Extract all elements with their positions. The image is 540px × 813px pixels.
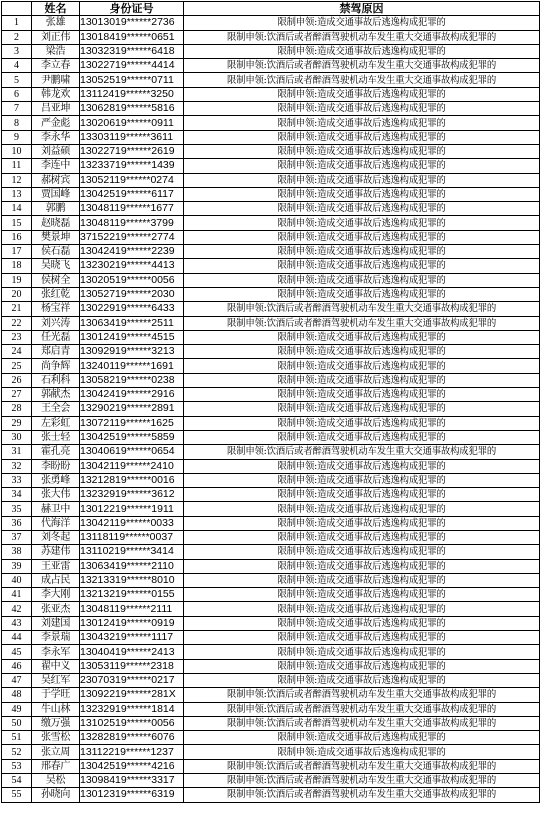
row-ban-reason: 限制申领:造成交通事故后逃逸构成犯罪的	[184, 573, 540, 587]
row-index: 13	[2, 187, 32, 201]
row-ban-reason: 限制申领:造成交通事故后逃逸构成犯罪的	[184, 530, 540, 544]
row-index: 22	[2, 316, 32, 330]
row-index: 9	[2, 130, 32, 144]
row-id-number: 13110219******3414	[80, 545, 184, 559]
row-ban-reason: 限制申领:造成交通事故后逃逸构成犯罪的	[184, 402, 540, 416]
row-ban-reason: 限制申领:造成交通事故后逃逸构成犯罪的	[184, 345, 540, 359]
row-id-number: 13040619******0654	[80, 445, 184, 459]
table-row	[2, 330, 540, 344]
row-index: 42	[2, 602, 32, 616]
table-row	[2, 73, 540, 87]
table-row	[2, 616, 540, 630]
row-name: 吴晓飞	[32, 259, 80, 273]
row-ban-reason: 限制申领:造成交通事故后逃逸构成犯罪的	[184, 230, 540, 244]
row-index: 48	[2, 688, 32, 702]
row-name: 李连中	[32, 159, 80, 173]
row-id-number: 13092919******3213	[80, 345, 184, 359]
row-id-number: 13098419******3317	[80, 774, 184, 788]
row-ban-reason: 限制申领:饮酒后或者醉酒驾驶机动车发生重大交通事故构成犯罪的	[184, 73, 540, 87]
table-row	[2, 445, 540, 459]
row-index: 50	[2, 716, 32, 730]
row-name: 张亚杰	[32, 602, 80, 616]
row-index: 31	[2, 445, 32, 459]
row-ban-reason: 限制申领:饮酒后或者醉酒驾驶机动车发生重大交通事故构成犯罪的	[184, 316, 540, 330]
row-ban-reason: 限制申领:造成交通事故后逃逸构成犯罪的	[184, 130, 540, 144]
row-ban-reason: 限制申领:造成交通事故后逃逸构成犯罪的	[184, 488, 540, 502]
row-name: 成占民	[32, 573, 80, 587]
table-row	[2, 144, 540, 158]
row-index: 40	[2, 573, 32, 587]
row-index: 27	[2, 388, 32, 402]
row-id-number: 13233719******1439	[80, 159, 184, 173]
row-index: 8	[2, 116, 32, 130]
row-id-number: 13020619******0911	[80, 116, 184, 130]
table-row	[2, 716, 540, 730]
row-id-number: 37152219******2774	[80, 230, 184, 244]
row-ban-reason: 限制申领:造成交通事故后逃逸构成犯罪的	[184, 173, 540, 187]
row-ban-reason: 限制申领:造成交通事故后逃逸构成犯罪的	[184, 187, 540, 201]
row-index: 32	[2, 459, 32, 473]
row-ban-reason: 限制申领:造成交通事故后逃逸构成犯罪的	[184, 473, 540, 487]
row-ban-reason: 限制申领:造成交通事故后逃逸构成犯罪的	[184, 731, 540, 745]
row-index: 39	[2, 559, 32, 573]
row-index: 23	[2, 330, 32, 344]
row-index: 5	[2, 73, 32, 87]
row-name: 缴万强	[32, 716, 80, 730]
row-id-number: 13013019******2736	[80, 16, 184, 30]
row-name: 尹鹏啸	[32, 73, 80, 87]
row-name: 梁浩	[32, 44, 80, 58]
row-index: 2	[2, 30, 32, 44]
row-ban-reason: 限制申领:造成交通事故后逃逸构成犯罪的	[184, 645, 540, 659]
row-name: 张雪松	[32, 731, 80, 745]
row-ban-reason: 限制申领:饮酒后或者醉酒驾驶机动车发生重大交通事故构成犯罪的	[184, 445, 540, 459]
row-id-number: 13022719******2619	[80, 144, 184, 158]
row-index: 12	[2, 173, 32, 187]
table-row	[2, 631, 540, 645]
table-row	[2, 259, 540, 273]
table-row	[2, 702, 540, 716]
table-row	[2, 473, 540, 487]
row-index: 24	[2, 345, 32, 359]
row-ban-reason: 限制申领:造成交通事故后逃逸构成犯罪的	[184, 459, 540, 473]
row-ban-reason: 限制申领:造成交通事故后逃逸构成犯罪的	[184, 388, 540, 402]
driving-ban-table	[1, 1, 540, 803]
table-row	[2, 588, 540, 602]
row-name: 张立周	[32, 745, 80, 759]
row-id-number: 13012219******1911	[80, 502, 184, 516]
row-id-number: 13282819******6076	[80, 731, 184, 745]
row-name: 苏建伟	[32, 545, 80, 559]
row-name: 代海洋	[32, 516, 80, 530]
header-name: 姓名	[32, 2, 80, 16]
row-name: 吴松	[32, 774, 80, 788]
table-row	[2, 388, 540, 402]
row-ban-reason: 限制申领:造成交通事故后逃逸构成犯罪的	[184, 144, 540, 158]
table-row	[2, 402, 540, 416]
row-index: 38	[2, 545, 32, 559]
table-row	[2, 159, 540, 173]
row-name: 于学旺	[32, 688, 80, 702]
row-ban-reason: 限制申领:造成交通事故后逃逸构成犯罪的	[184, 287, 540, 301]
row-ban-reason: 限制申领:饮酒后或者醉酒驾驶机动车发生重大交通事故构成犯罪的	[184, 688, 540, 702]
row-index: 35	[2, 502, 32, 516]
row-index: 4	[2, 59, 32, 73]
row-ban-reason: 限制申领:造成交通事故后逃逸构成犯罪的	[184, 44, 540, 58]
row-index: 16	[2, 230, 32, 244]
row-name: 李永华	[32, 130, 80, 144]
row-index: 11	[2, 159, 32, 173]
table-row	[2, 502, 540, 516]
row-index: 55	[2, 788, 32, 802]
row-name: 赵晓磊	[32, 216, 80, 230]
row-name: 张勇峰	[32, 473, 80, 487]
table-row	[2, 87, 540, 101]
row-id-number: 13112419******3250	[80, 87, 184, 101]
row-name: 张雄	[32, 16, 80, 30]
header-ban-reason: 禁驾原因	[184, 2, 540, 16]
row-name: 韩龙欢	[32, 87, 80, 101]
row-id-number: 13042419******2916	[80, 388, 184, 402]
row-id-number: 13020519******0056	[80, 273, 184, 287]
table-row	[2, 516, 540, 530]
row-index: 15	[2, 216, 32, 230]
row-id-number: 13042519******6117	[80, 187, 184, 201]
row-index: 7	[2, 102, 32, 116]
table-row	[2, 774, 540, 788]
table-row	[2, 302, 540, 316]
row-index: 34	[2, 488, 32, 502]
row-ban-reason: 限制申领:造成交通事故后逃逸构成犯罪的	[184, 159, 540, 173]
row-name: 翟中义	[32, 659, 80, 673]
row-id-number: 13042519******5859	[80, 430, 184, 444]
row-id-number: 13230219******4413	[80, 259, 184, 273]
row-id-number: 23070319******0217	[80, 673, 184, 687]
row-ban-reason: 限制申领:造成交通事故后逃逸构成犯罪的	[184, 102, 540, 116]
row-ban-reason: 限制申领:造成交通事故后逃逸构成犯罪的	[184, 516, 540, 530]
row-index: 44	[2, 631, 32, 645]
row-id-number: 13062819******5816	[80, 102, 184, 116]
row-id-number: 13213319******8010	[80, 573, 184, 587]
row-ban-reason: 限制申领:造成交通事故后逃逸构成犯罪的	[184, 330, 540, 344]
row-name: 左彩虹	[32, 416, 80, 430]
row-ban-reason: 限制申领:造成交通事故后逃逸构成犯罪的	[184, 216, 540, 230]
row-ban-reason: 限制申领:造成交通事故后逃逸构成犯罪的	[184, 16, 540, 30]
row-index: 28	[2, 402, 32, 416]
row-ban-reason: 限制申领:造成交通事故后逃逸构成犯罪的	[184, 616, 540, 630]
row-index: 21	[2, 302, 32, 316]
row-name: 石利科	[32, 373, 80, 387]
row-name: 张士轻	[32, 430, 80, 444]
row-ban-reason: 限制申领:饮酒后或者醉酒驾驶机动车发生重大交通事故构成犯罪的	[184, 716, 540, 730]
row-index: 29	[2, 416, 32, 430]
row-id-number: 13042119******0033	[80, 516, 184, 530]
row-name: 郝树宾	[32, 173, 80, 187]
row-id-number: 13042419******2239	[80, 245, 184, 259]
row-ban-reason: 限制申领:造成交通事故后逃逸构成犯罪的	[184, 416, 540, 430]
row-id-number: 13022919******6433	[80, 302, 184, 316]
table-row	[2, 287, 540, 301]
table-row	[2, 245, 540, 259]
table-row	[2, 102, 540, 116]
row-index: 25	[2, 359, 32, 373]
row-id-number: 13290219******2891	[80, 402, 184, 416]
table-row	[2, 545, 540, 559]
row-name: 李盼盼	[32, 459, 80, 473]
table-row	[2, 202, 540, 216]
table-row	[2, 559, 540, 573]
row-id-number: 13048119******1677	[80, 202, 184, 216]
row-id-number: 13052719******2030	[80, 287, 184, 301]
row-id-number: 13043219******1117	[80, 631, 184, 645]
table-row	[2, 130, 540, 144]
row-name: 李立春	[32, 59, 80, 73]
row-name: 侯石磊	[32, 245, 80, 259]
row-name: 尚争辉	[32, 359, 80, 373]
row-index: 3	[2, 44, 32, 58]
row-index: 17	[2, 245, 32, 259]
table-row	[2, 359, 540, 373]
row-index: 49	[2, 702, 32, 716]
row-index: 26	[2, 373, 32, 387]
row-id-number: 13092219******281X	[80, 688, 184, 702]
row-ban-reason: 限制申领:造成交通事故后逃逸构成犯罪的	[184, 116, 540, 130]
table-row	[2, 488, 540, 502]
table-row	[2, 659, 540, 673]
row-name: 吕亚坤	[32, 102, 80, 116]
row-id-number: 13012419******0919	[80, 616, 184, 630]
row-name: 贾国峰	[32, 187, 80, 201]
table-row	[2, 116, 540, 130]
table-row	[2, 673, 540, 687]
row-ban-reason: 限制申领:造成交通事故后逃逸构成犯罪的	[184, 673, 540, 687]
row-id-number: 13102519******0056	[80, 716, 184, 730]
row-ban-reason: 限制申领:饮酒后或者醉酒驾驶机动车发生重大交通事故构成犯罪的	[184, 30, 540, 44]
row-index: 37	[2, 530, 32, 544]
row-index: 54	[2, 774, 32, 788]
table-row	[2, 59, 540, 73]
row-index: 19	[2, 273, 32, 287]
row-name: 吴红军	[32, 673, 80, 687]
row-id-number: 13240119******1691	[80, 359, 184, 373]
row-name: 霍孔亮	[32, 445, 80, 459]
table-body	[2, 16, 540, 802]
row-id-number: 13213219******0155	[80, 588, 184, 602]
row-id-number: 13042519******4216	[80, 759, 184, 773]
table-row	[2, 759, 540, 773]
row-id-number: 13058219******0238	[80, 373, 184, 387]
row-index: 30	[2, 430, 32, 444]
table-row	[2, 316, 540, 330]
row-id-number: 13063419******2110	[80, 559, 184, 573]
table-row	[2, 345, 540, 359]
row-index: 10	[2, 144, 32, 158]
row-ban-reason: 限制申领:造成交通事故后逃逸构成犯罪的	[184, 87, 540, 101]
table-row	[2, 16, 540, 30]
row-name: 李大刚	[32, 588, 80, 602]
row-name: 郑启青	[32, 345, 80, 359]
table-row	[2, 44, 540, 58]
row-ban-reason: 限制申领:饮酒后或者醉酒驾驶机动车发生重大交通事故构成犯罪的	[184, 774, 540, 788]
row-ban-reason: 限制申领:造成交通事故后逃逸构成犯罪的	[184, 202, 540, 216]
row-ban-reason: 限制申领:造成交通事故后逃逸构成犯罪的	[184, 659, 540, 673]
row-name: 牛山林	[32, 702, 80, 716]
row-index: 6	[2, 87, 32, 101]
row-name: 侯树全	[32, 273, 80, 287]
row-name: 李永军	[32, 645, 80, 659]
row-ban-reason: 限制申领:饮酒后或者醉酒驾驶机动车发生重大交通事故构成犯罪的	[184, 302, 540, 316]
row-ban-reason: 限制申领:造成交通事故后逃逸构成犯罪的	[184, 745, 540, 759]
table-row	[2, 430, 540, 444]
row-id-number: 13040419******2413	[80, 645, 184, 659]
row-index: 43	[2, 616, 32, 630]
row-id-number: 13052519******0711	[80, 73, 184, 87]
row-ban-reason: 限制申领:造成交通事故后逃逸构成犯罪的	[184, 259, 540, 273]
row-name: 任光磊	[32, 330, 80, 344]
row-id-number: 13012319******6319	[80, 788, 184, 802]
table-row	[2, 788, 540, 802]
row-ban-reason: 限制申领:饮酒后或者醉酒驾驶机动车发生重大交通事故构成犯罪的	[184, 788, 540, 802]
row-index: 20	[2, 287, 32, 301]
row-id-number: 13303119******3611	[80, 130, 184, 144]
header-index	[2, 2, 32, 16]
row-id-number: 13232919******3612	[80, 488, 184, 502]
row-id-number: 13072119******1625	[80, 416, 184, 430]
table-row	[2, 230, 540, 244]
row-id-number: 13118119******0037	[80, 530, 184, 544]
row-ban-reason: 限制申领:造成交通事故后逃逸构成犯罪的	[184, 588, 540, 602]
row-index: 1	[2, 16, 32, 30]
row-index: 53	[2, 759, 32, 773]
row-name: 刘冬起	[32, 530, 80, 544]
table-row	[2, 731, 540, 745]
table-row	[2, 745, 540, 759]
row-index: 14	[2, 202, 32, 216]
row-ban-reason: 限制申领:造成交通事故后逃逸构成犯罪的	[184, 273, 540, 287]
table-row	[2, 216, 540, 230]
row-id-number: 13232919******1814	[80, 702, 184, 716]
row-index: 47	[2, 673, 32, 687]
row-id-number: 13048119******2111	[80, 602, 184, 616]
row-ban-reason: 限制申领:造成交通事故后逃逸构成犯罪的	[184, 245, 540, 259]
row-id-number: 13112219******1237	[80, 745, 184, 759]
row-id-number: 13063419******2511	[80, 316, 184, 330]
row-ban-reason: 限制申领:造成交通事故后逃逸构成犯罪的	[184, 359, 540, 373]
table-row	[2, 530, 540, 544]
row-name: 严金彪	[32, 116, 80, 130]
row-name: 郭献杰	[32, 388, 80, 402]
row-id-number: 13032319******6418	[80, 44, 184, 58]
row-ban-reason: 限制申领:饮酒后或者醉酒驾驶机动车发生重大交通事故构成犯罪的	[184, 59, 540, 73]
row-ban-reason: 限制申领:饮酒后或者醉酒驾驶机动车发生重大交通事故构成犯罪的	[184, 702, 540, 716]
table-row	[2, 173, 540, 187]
row-ban-reason: 限制申领:造成交通事故后逃逸构成犯罪的	[184, 545, 540, 559]
row-id-number: 13053119******2318	[80, 659, 184, 673]
table-row	[2, 373, 540, 387]
row-ban-reason: 限制申领:造成交通事故后逃逸构成犯罪的	[184, 430, 540, 444]
row-index: 18	[2, 259, 32, 273]
row-ban-reason: 限制申领:造成交通事故后逃逸构成犯罪的	[184, 559, 540, 573]
table-row	[2, 573, 540, 587]
row-name: 刘正伟	[32, 30, 80, 44]
table-row	[2, 273, 540, 287]
row-ban-reason: 限制申领:造成交通事故后逃逸构成犯罪的	[184, 373, 540, 387]
row-name: 王亚雷	[32, 559, 80, 573]
row-id-number: 13022719******4414	[80, 59, 184, 73]
row-name: 刘建国	[32, 616, 80, 630]
row-name: 刘益硕	[32, 144, 80, 158]
table-row	[2, 645, 540, 659]
row-index: 52	[2, 745, 32, 759]
table-row	[2, 459, 540, 473]
row-ban-reason: 限制申领:饮酒后或者醉酒驾驶机动车发生重大交通事故构成犯罪的	[184, 759, 540, 773]
row-index: 46	[2, 659, 32, 673]
row-name: 郭鹏	[32, 202, 80, 216]
row-name: 赫卫中	[32, 502, 80, 516]
row-ban-reason: 限制申领:造成交通事故后逃逸构成犯罪的	[184, 602, 540, 616]
row-index: 33	[2, 473, 32, 487]
table-row	[2, 30, 540, 44]
row-ban-reason: 限制申领:造成交通事故后逃逸构成犯罪的	[184, 631, 540, 645]
row-name: 刘兴涛	[32, 316, 80, 330]
row-name: 樊景坤	[32, 230, 80, 244]
row-name: 王全会	[32, 402, 80, 416]
row-name: 张红乾	[32, 287, 80, 301]
row-id-number: 13048119******3799	[80, 216, 184, 230]
row-id-number: 13212819******0016	[80, 473, 184, 487]
table-row	[2, 187, 540, 201]
table-row	[2, 416, 540, 430]
row-index: 41	[2, 588, 32, 602]
row-name: 杨宝祥	[32, 302, 80, 316]
row-name: 李景瑞	[32, 631, 80, 645]
row-name: 邢春广	[32, 759, 80, 773]
row-index: 51	[2, 731, 32, 745]
table-row	[2, 688, 540, 702]
row-index: 36	[2, 516, 32, 530]
row-name: 张大伟	[32, 488, 80, 502]
header-row	[2, 2, 540, 16]
row-name: 孙晓向	[32, 788, 80, 802]
row-id-number: 13052119******0274	[80, 173, 184, 187]
row-id-number: 13012419******4515	[80, 330, 184, 344]
table-row	[2, 602, 540, 616]
row-id-number: 13042119******2410	[80, 459, 184, 473]
row-ban-reason: 限制申领:造成交通事故后逃逸构成犯罪的	[184, 502, 540, 516]
row-index: 45	[2, 645, 32, 659]
row-id-number: 13018419******0651	[80, 30, 184, 44]
header-id-number: 身份证号	[80, 2, 184, 16]
